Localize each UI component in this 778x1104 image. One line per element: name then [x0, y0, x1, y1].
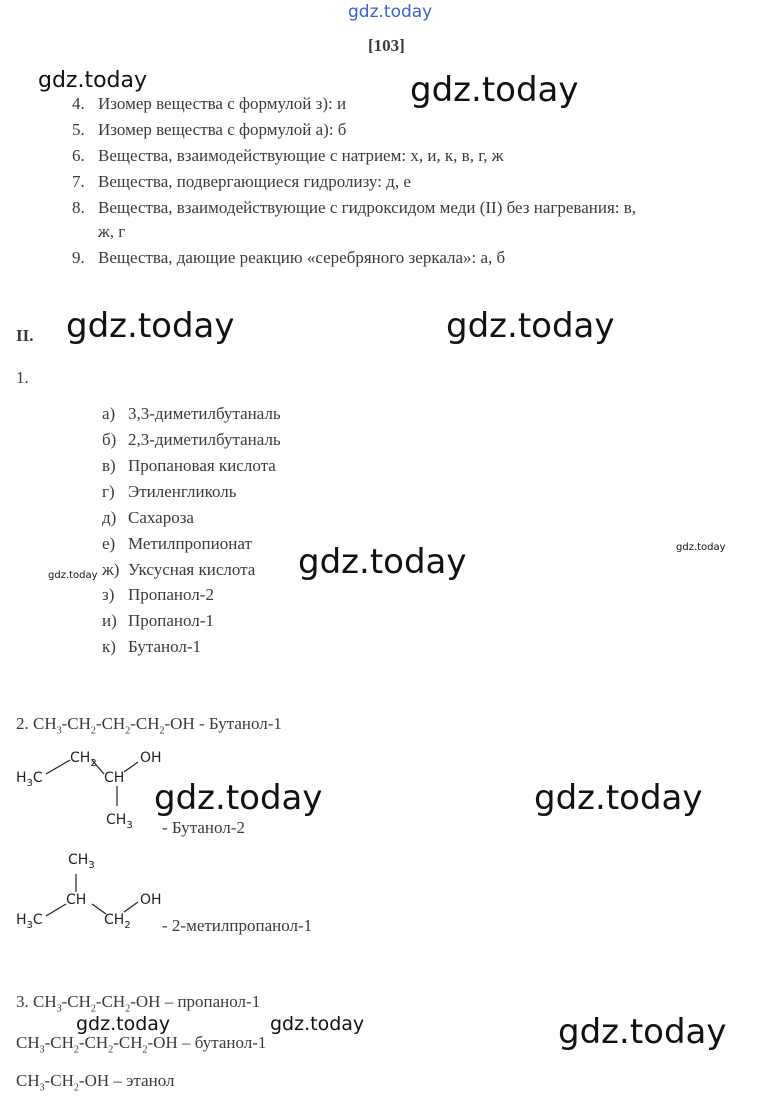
watermark: gdz.today — [298, 542, 467, 582]
list-item: 6. Вещества, взаимодействующие с натрием: х, и, к, в, г, ж — [72, 146, 504, 165]
list-item: в) Пропановая кислота — [102, 456, 276, 475]
watermark: gdz.today — [76, 1013, 171, 1035]
watermark: gdz.today — [534, 778, 703, 818]
butanol1-formula: 2. $CH_3-CH_2-CH_2-CH_2-OH$ - Бутанол-1 — [16, 714, 282, 737]
list-item: 5. Изомер вещества с формулой а): б — [72, 120, 347, 139]
list-item: 7. Вещества, подвергающиеся гидролизу: д, е — [72, 172, 411, 191]
list-item: 9. Вещества, дающие реакцию «серебряного зеркала»: а, б — [72, 248, 506, 267]
ch2-group: $CH_2$ — [70, 750, 97, 769]
list-item: з) Пропанол-2 — [102, 585, 214, 604]
h3c-group: $H_3C$ — [16, 770, 43, 789]
ch3-group: $CH_3$ — [68, 852, 95, 871]
propanol1-formula: 3. $CH_3-CH_2-CH_2-OH$ – пропанол-1 — [16, 992, 261, 1015]
list-item: 4. Изомер вещества с формулой з): и — [72, 94, 347, 113]
h3c-group: $H_3C$ — [16, 912, 43, 931]
oh-group: OH — [140, 750, 162, 766]
butanol2-label: - Бутанол-2 — [162, 818, 245, 837]
watermark: gdz.today — [270, 1013, 365, 1035]
list-item: б) 2,3-диметилбутаналь — [102, 430, 281, 449]
task-number: 1. — [16, 368, 29, 387]
watermark: gdz.today — [676, 542, 726, 553]
ch-group: CH — [104, 770, 125, 786]
list-item: ж) Уксусная кислота — [102, 560, 256, 579]
watermark: gdz.today — [446, 306, 615, 346]
watermark: gdz.today — [48, 570, 98, 581]
oh-group: OH — [140, 892, 162, 908]
watermark: gdz.today — [410, 70, 579, 110]
page-number: [103] — [368, 36, 405, 55]
list-item: к) Бутанол-1 — [102, 637, 202, 656]
watermark: gdz.today — [558, 1012, 727, 1052]
list-item: д) Сахароза — [102, 508, 194, 527]
ch2-group: $CH_2$ — [104, 912, 131, 931]
list-item: е) Метилпропионат — [102, 534, 252, 553]
list-item: а) 3,3-диметилбутаналь — [102, 404, 281, 423]
watermark: gdz.today — [66, 306, 235, 346]
list-item: г) Этиленгликоль — [102, 482, 237, 501]
watermark: gdz.today — [154, 778, 323, 818]
section-heading: II. — [16, 326, 34, 345]
ethanol-formula: $CH_3-CH_2-OH$ – этанол — [16, 1071, 175, 1094]
methylpropanol-label: - 2-метилпропанол-1 — [162, 916, 313, 935]
ch3-group: $CH_3$ — [106, 812, 133, 831]
butanol1-formula-2: $CH_3-CH_2-CH_2-CH_2-OH$ – бутанол-1 — [16, 1033, 267, 1056]
watermark: gdz.today — [38, 68, 148, 93]
list-item: ж, г — [98, 222, 126, 241]
list-item: и) Пропанол-1 — [102, 611, 214, 630]
ch-group: CH — [66, 892, 87, 908]
list-item: 8. Вещества, взаимодействующие с гидроксидом меди (II) без нагревания: в, — [72, 198, 637, 217]
watermark-top: gdz.today — [348, 2, 433, 22]
